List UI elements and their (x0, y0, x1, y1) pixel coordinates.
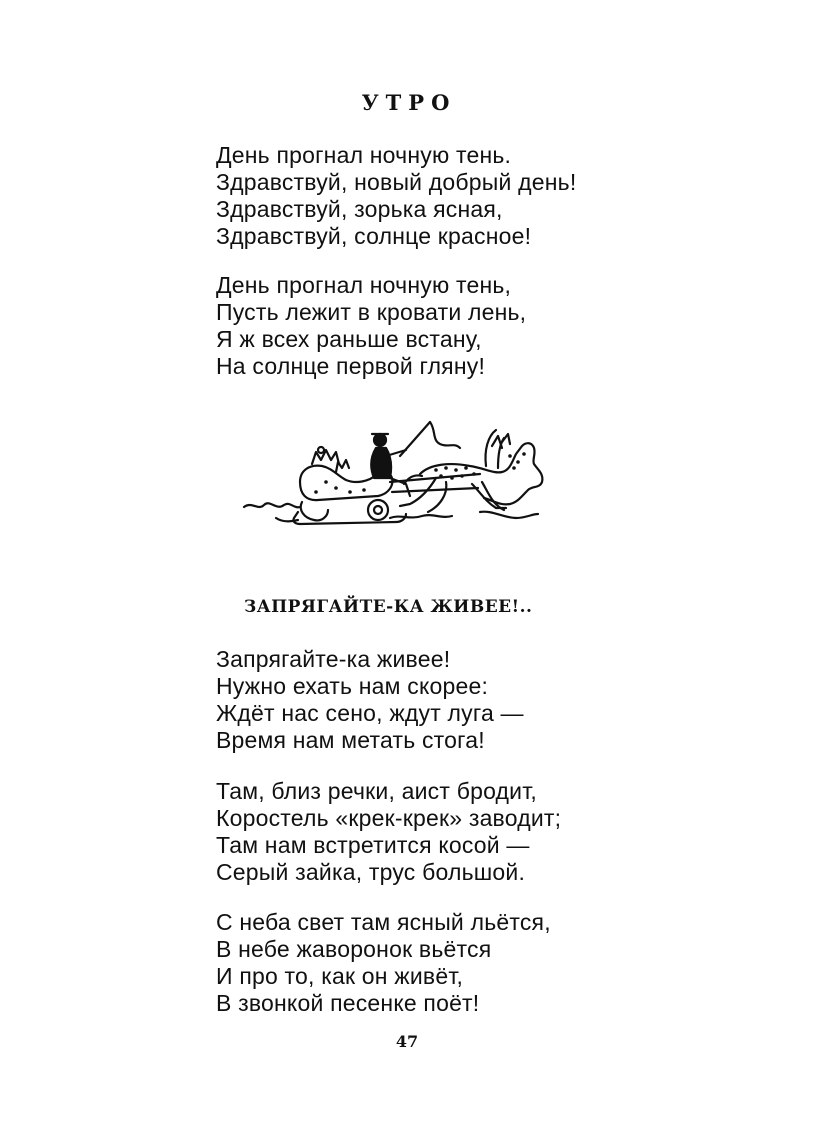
stanza-4 (216, 778, 561, 886)
page-number: 47 (395, 1032, 419, 1051)
stanza-3 (216, 646, 524, 754)
poem-line: Запрягайте-ка живее! (216, 646, 451, 672)
poem-line: Ждёт нас сено, ждут луга — (216, 700, 524, 726)
poem-line: На солнце первой гляну! (216, 353, 486, 379)
stanza-5 (216, 909, 551, 1017)
poem-line: Там, близ речки, аист бродит, (216, 778, 537, 804)
poem-title-harness: ЗАПРЯГАЙТЕ-КА ЖИВЕЕ!.. (244, 597, 533, 617)
stanza-2 (216, 272, 526, 380)
poem-line: В звонкой песенке поёт! (216, 990, 480, 1016)
poem-line: Здравствуй, новый добрый день! (216, 169, 577, 195)
poem-line: Там нам встретится косой — (216, 832, 530, 858)
poem-title-morning: УТРО (361, 90, 457, 115)
poem-line: Коростель «крек-крек» заводит; (216, 805, 562, 831)
poem-line: Нужно ехать нам скорее: (216, 673, 489, 699)
poem-line: Серый зайка, трус большой. (216, 859, 526, 885)
poem-line: В небе жаворонок вьётся (216, 936, 492, 962)
horse-drawn-sleigh-icon (240, 412, 550, 537)
poem-line: С неба свет там ясный льётся, (216, 909, 551, 935)
poem-line: И про то, как он живёт, (216, 963, 464, 989)
poem-line: Я ж всех раньше встану, (216, 326, 482, 352)
poem-line: Время нам метать стога! (216, 727, 485, 753)
poem-line: Пусть лежит в кровати лень, (216, 299, 527, 325)
stanza-1 (216, 142, 576, 250)
poem-line: День прогнал ночную тень. (216, 142, 512, 168)
poem-line: Здравствуй, солнце красное! (216, 223, 532, 249)
poem-line: Здравствуй, зорька ясная, (216, 196, 503, 222)
poem-line: День прогнал ночную тень, (216, 272, 512, 298)
